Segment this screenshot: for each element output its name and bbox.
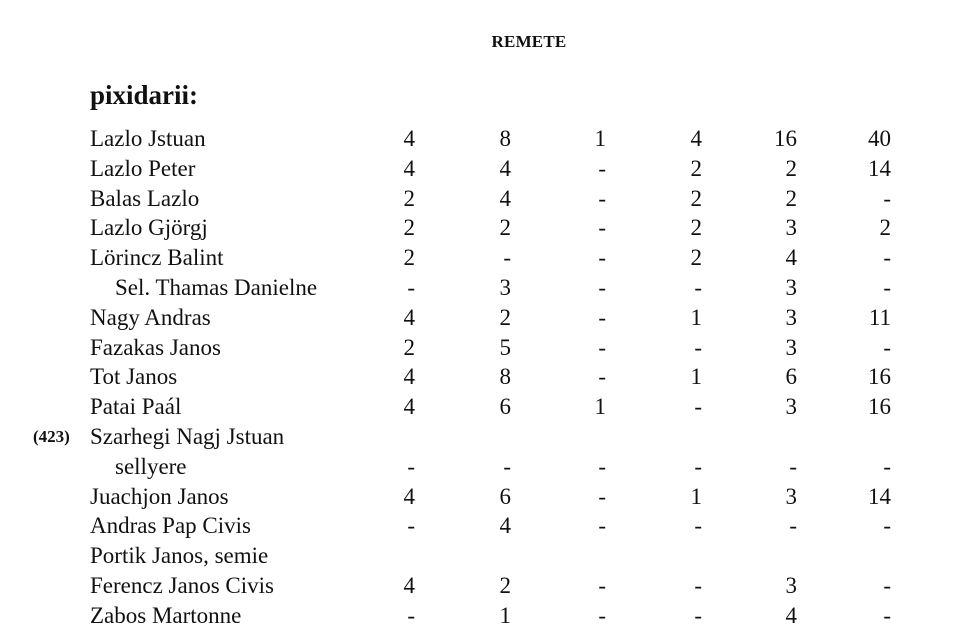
person-name: Juachjon Janos bbox=[90, 483, 229, 509]
value-cell: 4 bbox=[499, 513, 511, 539]
value-cell: - bbox=[883, 513, 891, 539]
value-cell: - bbox=[598, 274, 606, 300]
value-cell: - bbox=[883, 572, 891, 598]
value-cell: 3 bbox=[785, 304, 797, 330]
person-name: Zabos Martonne bbox=[90, 602, 242, 628]
value-cell: 2 bbox=[785, 155, 797, 181]
value-cell: 4 bbox=[403, 483, 415, 509]
value-cell: 3 bbox=[785, 215, 797, 241]
value-cell: - bbox=[598, 483, 606, 509]
value-cell: - bbox=[598, 304, 606, 330]
value-cell: 16 bbox=[774, 126, 797, 151]
value-cell: 6 bbox=[785, 364, 797, 390]
table-row bbox=[0, 541, 958, 571]
value-cell: 4 bbox=[690, 126, 702, 151]
value-cell: 3 bbox=[785, 274, 797, 300]
person-name: Ferencz Janos Civis bbox=[90, 572, 274, 598]
value-cell: - bbox=[598, 334, 606, 360]
section-heading: pixidarii: bbox=[90, 80, 199, 110]
table-row bbox=[0, 601, 958, 631]
value-cell: 14 bbox=[868, 483, 891, 509]
value-cell: 4 bbox=[403, 155, 415, 181]
value-cell: 4 bbox=[403, 126, 415, 151]
value-cell: - bbox=[598, 155, 606, 181]
value-cell: - bbox=[694, 572, 702, 598]
value-cell: - bbox=[883, 602, 891, 628]
value-cell: 3 bbox=[499, 274, 511, 300]
table-row bbox=[0, 243, 958, 273]
value-cell: - bbox=[694, 513, 702, 539]
value-cell: - bbox=[503, 453, 511, 479]
value-cell: - bbox=[598, 453, 606, 479]
value-cell: 2 bbox=[690, 185, 702, 211]
table-row bbox=[0, 333, 958, 363]
value-cell: 8 bbox=[499, 126, 511, 151]
person-name: Andras Pap Civis bbox=[90, 513, 251, 539]
value-cell: 4 bbox=[785, 245, 797, 271]
value-cell: 2 bbox=[879, 215, 891, 241]
table-row bbox=[0, 392, 958, 422]
register-table bbox=[0, 124, 958, 631]
person-name: Balas Lazlo bbox=[90, 185, 200, 211]
person-name: Patai Paál bbox=[90, 394, 182, 420]
value-cell: 1 bbox=[499, 602, 511, 628]
person-name: Nagy Andras bbox=[90, 304, 211, 330]
value-cell: 11 bbox=[868, 304, 891, 330]
value-cell: 2 bbox=[690, 215, 702, 241]
value-cell: 16 bbox=[868, 394, 891, 420]
value-cell: 3 bbox=[785, 572, 797, 598]
value-cell: - bbox=[883, 334, 891, 360]
value-cell: - bbox=[598, 245, 606, 271]
table-row bbox=[0, 452, 958, 482]
person-name: Lazlo Gjörgj bbox=[90, 215, 208, 241]
value-cell: 2 bbox=[499, 572, 511, 598]
value-cell: 3 bbox=[785, 394, 797, 420]
value-cell: 4 bbox=[403, 572, 415, 598]
value-cell: - bbox=[694, 453, 702, 479]
page-reference: (423) bbox=[33, 426, 70, 446]
value-cell: - bbox=[598, 602, 606, 628]
value-cell: 1 bbox=[690, 304, 702, 330]
value-cell: - bbox=[407, 513, 415, 539]
value-cell: 4 bbox=[403, 304, 415, 330]
value-cell: - bbox=[598, 185, 606, 211]
value-cell: 6 bbox=[499, 394, 511, 420]
value-cell: - bbox=[598, 215, 606, 241]
table-row bbox=[0, 273, 958, 303]
table-row bbox=[0, 154, 958, 184]
value-cell: - bbox=[407, 453, 415, 479]
value-cell: 4 bbox=[403, 394, 415, 420]
value-cell: - bbox=[883, 274, 891, 300]
table-row bbox=[0, 511, 958, 541]
value-cell: - bbox=[789, 453, 797, 479]
value-cell: 4 bbox=[785, 602, 797, 628]
value-cell: 2 bbox=[499, 215, 511, 241]
value-cell: 2 bbox=[403, 185, 415, 211]
value-cell: - bbox=[598, 572, 606, 598]
value-cell: 8 bbox=[499, 364, 511, 390]
value-cell: 16 bbox=[868, 364, 891, 390]
value-cell: - bbox=[407, 602, 415, 628]
value-cell: - bbox=[503, 245, 511, 271]
person-name: Portik Janos, semie bbox=[90, 543, 269, 569]
value-cell: 2 bbox=[403, 334, 415, 360]
value-cell: 2 bbox=[499, 304, 511, 330]
person-name: Fazakas Janos bbox=[90, 334, 221, 360]
value-cell: - bbox=[694, 274, 702, 300]
person-name: Lazlo Jstuan bbox=[90, 126, 206, 151]
value-cell: - bbox=[598, 364, 606, 390]
table-row bbox=[0, 213, 958, 243]
value-cell: 4 bbox=[499, 155, 511, 181]
table-row bbox=[0, 362, 958, 392]
value-cell: 2 bbox=[403, 215, 415, 241]
value-cell: 4 bbox=[499, 185, 511, 211]
person-name: Sel. Thamas Danielne bbox=[115, 274, 318, 300]
value-cell: - bbox=[694, 394, 702, 420]
value-cell: 40 bbox=[868, 126, 891, 151]
value-cell: - bbox=[407, 274, 415, 300]
table-row bbox=[0, 482, 958, 512]
value-cell: 5 bbox=[499, 334, 511, 360]
value-cell: 6 bbox=[499, 483, 511, 509]
value-cell: - bbox=[694, 602, 702, 628]
value-cell: 2 bbox=[690, 245, 702, 271]
table-row bbox=[0, 571, 958, 601]
value-cell: 1 bbox=[690, 483, 702, 509]
value-cell: - bbox=[598, 513, 606, 539]
value-cell: 2 bbox=[690, 155, 702, 181]
person-name: Lazlo Peter bbox=[90, 155, 196, 181]
page-title: REMETE bbox=[491, 32, 567, 51]
value-cell: 1 bbox=[594, 126, 606, 151]
value-cell: 3 bbox=[785, 483, 797, 509]
value-cell: 3 bbox=[785, 334, 797, 360]
value-cell: 4 bbox=[403, 364, 415, 390]
person-name: sellyere bbox=[115, 453, 187, 479]
value-cell: 14 bbox=[868, 155, 891, 181]
person-name: Szarhegi Nagj Jstuan bbox=[90, 423, 285, 449]
value-cell: 1 bbox=[690, 364, 702, 390]
value-cell: - bbox=[694, 334, 702, 360]
value-cell: - bbox=[883, 453, 891, 479]
value-cell: - bbox=[789, 513, 797, 539]
value-cell: - bbox=[883, 245, 891, 271]
value-cell: 2 bbox=[403, 245, 415, 271]
table-row bbox=[0, 184, 958, 214]
person-name: Lörincz Balint bbox=[90, 245, 224, 271]
person-name: Tot Janos bbox=[90, 364, 178, 390]
value-cell: 1 bbox=[594, 394, 606, 420]
table-row bbox=[0, 124, 958, 154]
value-cell: - bbox=[883, 185, 891, 211]
table-row bbox=[0, 303, 958, 333]
table-row bbox=[0, 422, 958, 452]
value-cell: 2 bbox=[785, 185, 797, 211]
